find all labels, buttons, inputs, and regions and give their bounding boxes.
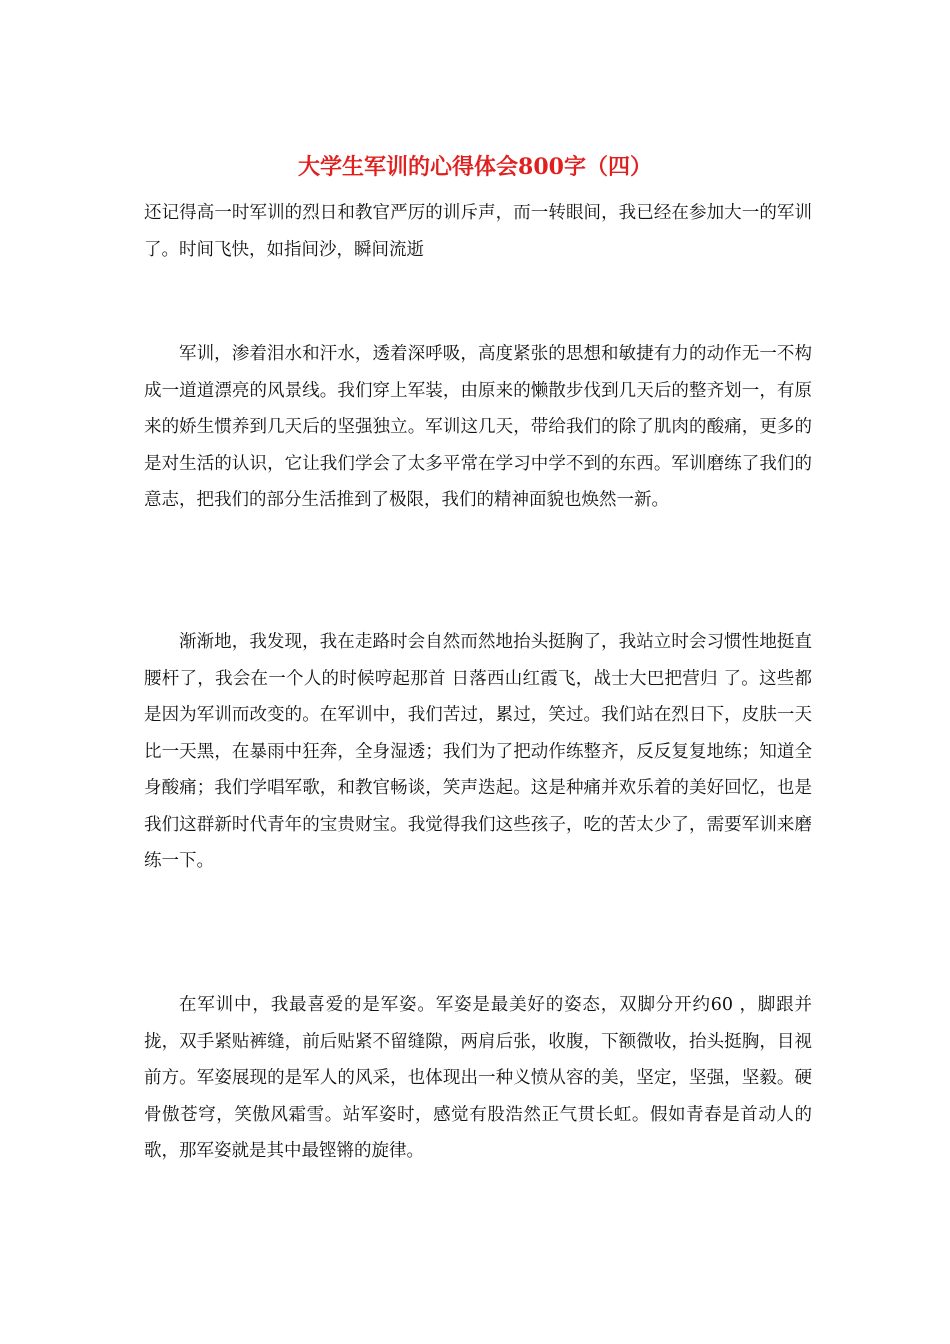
paragraph-intro: 还记得高一时军训的烈日和教官严厉的训斥声，而一转眼间，我已经在参加大一的军训了。时间飞快，如指间沙，瞬间流逝 <box>144 203 812 260</box>
document-title: 大学生军训的心得体会800字（四） <box>298 154 652 180</box>
paragraph-training-scenery: 军训，渗着泪水和汗水，透着深呼吸，高度紧张的思想和敏捷有力的动作无一不构成一道道漂亮的风景线。我们穿上军装，由原来的懒散步伐到几天后的整齐划一，有原来的娇生惯养到几天后的坚强独立。军训这几天，带给我们的除了肌肉的酸痛，更多的是对生活的认识，它让我们学会了太多平常在学习中学不到的东西。军训磨练了我们的意志，把我们的部分生活推到了极限，我们的精神面貌也焕然一新。 <box>144 344 812 510</box>
paragraph-military-posture: 在军训中，我最喜爱的是军姿。军姿是最美好的姿态，双脚分开约60 ，脚跟并拢，双手紧贴裤缝，前后贴紧不留缝隙，两肩后张，收腹，下额微收，抬头挺胸，目视前方。军姿展现的是军人的风采，也体现出一种义愤从容的美，坚定，坚强，坚毅。硬骨傲苍穹，笑傲风霜雪。站军姿时，感觉有股浩然正气贯长虹。假如青春是首动人的歌，那军姿就是其中最铿锵的旋律。 <box>144 995 812 1161</box>
paragraph-habits-changed: 渐渐地，我发现，我在走路时会自然而然地抬头挺胸了，我站立时会习惯性地挺直腰杆了，我会在一个人的时候哼起那首 日落西山红霞飞，战士大巴把营归 了。这些都是因为军训而改变的。在军训中，我们苦过，累过，笑过。我们站在烈日下，皮肤一天比一天黑，在暴雨中狂奔，全身湿透；我们为了把动作练整齐，反反复复地练；知道全身酸痛；我们学唱军歌，和教官畅谈，笑声迭起。这是种痛并欢乐着的美好回忆，也是我们这群新时代青年的宝贵财宝。我觉得我们这些孩子，吃的苦太少了，需要军训来磨练一下。 <box>144 632 812 871</box>
